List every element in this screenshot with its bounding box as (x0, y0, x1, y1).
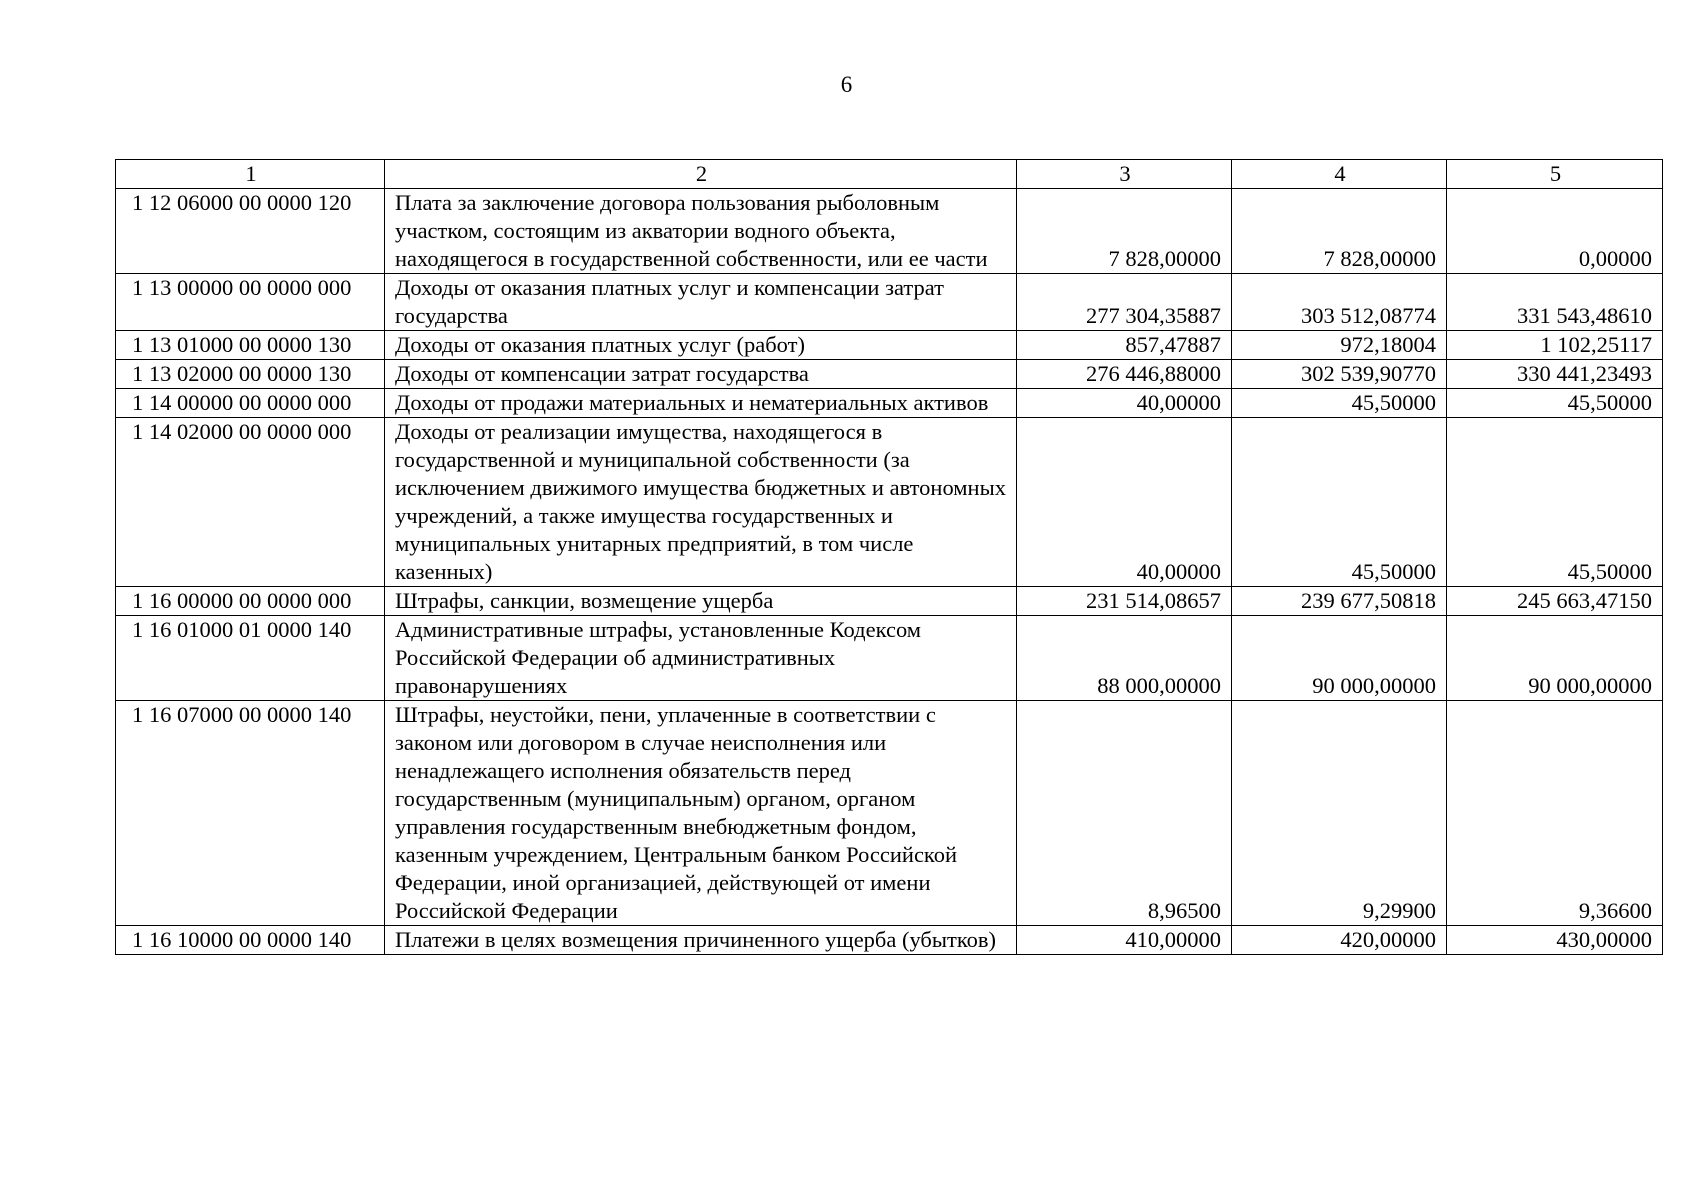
revenue-name-cell: Доходы от продажи материальных и нематериальных активов (385, 389, 1017, 418)
column-header-4: 4 (1232, 160, 1447, 189)
value-col4-cell: 45,50000 (1232, 418, 1447, 587)
budget-code-cell: 1 16 07000 00 0000 140 (116, 701, 385, 926)
table-header-row (116, 160, 1663, 189)
table-row (116, 616, 1663, 701)
value-col3-cell: 857,47887 (1017, 331, 1232, 360)
revenue-name-cell: Доходы от реализации имущества, находящегося в государственной и муниципальной собственности (за исключением движимого имущества бюджетных и автономных учреждений, а также имущества государственных и муниципальных унитарных предприятий, в том числе казенных) (385, 418, 1017, 587)
budget-revenue-table (115, 159, 1663, 955)
value-col5-cell: 45,50000 (1447, 418, 1663, 587)
value-col5-cell: 430,00000 (1447, 926, 1663, 955)
column-header-1: 1 (116, 160, 385, 189)
value-col4-cell: 420,00000 (1232, 926, 1447, 955)
page-number: 6 (840, 72, 853, 97)
table-row (116, 701, 1663, 926)
budget-code-cell: 1 14 00000 00 0000 000 (116, 389, 385, 418)
value-col4-cell: 7 828,00000 (1232, 189, 1447, 274)
value-col4-cell: 302 539,90770 (1232, 360, 1447, 389)
revenue-name-cell: Плата за заключение договора пользования рыболовным участком, состоящим из акватории водного объекта, находящегося в государственной собственности, или ее части (385, 189, 1017, 274)
value-col5-cell: 245 663,47150 (1447, 587, 1663, 616)
column-header-3: 3 (1017, 160, 1232, 189)
value-col3-cell: 231 514,08657 (1017, 587, 1232, 616)
table-row (116, 389, 1663, 418)
budget-code-cell: 1 12 06000 00 0000 120 (116, 189, 385, 274)
value-col5-cell: 331 543,48610 (1447, 274, 1663, 331)
table-row (116, 418, 1663, 587)
value-col4-cell: 303 512,08774 (1232, 274, 1447, 331)
revenue-name-cell: Доходы от компенсации затрат государства (385, 360, 1017, 389)
budget-code-cell: 1 16 01000 01 0000 140 (116, 616, 385, 701)
revenue-name-cell: Штрафы, санкции, возмещение ущерба (385, 587, 1017, 616)
table-row (116, 587, 1663, 616)
value-col3-cell: 277 304,35887 (1017, 274, 1232, 331)
revenue-name-cell: Платежи в целях возмещения причиненного ущерба (убытков) (385, 926, 1017, 955)
value-col3-cell: 276 446,88000 (1017, 360, 1232, 389)
value-col3-cell: 40,00000 (1017, 389, 1232, 418)
budget-code-cell: 1 13 02000 00 0000 130 (116, 360, 385, 389)
table-row (116, 274, 1663, 331)
value-col5-cell: 1 102,25117 (1447, 331, 1663, 360)
revenue-name-cell: Доходы от оказания платных услуг и компенсации затрат государства (385, 274, 1017, 331)
value-col5-cell: 9,36600 (1447, 701, 1663, 926)
value-col5-cell: 0,00000 (1447, 189, 1663, 274)
value-col4-cell: 239 677,50818 (1232, 587, 1447, 616)
value-col3-cell: 410,00000 (1017, 926, 1232, 955)
value-col3-cell: 7 828,00000 (1017, 189, 1232, 274)
budget-code-cell: 1 14 02000 00 0000 000 (116, 418, 385, 587)
value-col3-cell: 8,96500 (1017, 701, 1232, 926)
table-row (116, 926, 1663, 955)
revenue-name-cell: Штрафы, неустойки, пени, уплаченные в соответствии с законом или договором в случае неисполнения или ненадлежащего исполнения обязательств перед государственным (муниципальным) органом, органом управления государственным внебюджетным фондом, казенным учреждением, Центральным банком Российской Федерации, иной организацией, действующей от имени Российской Федерации (385, 701, 1017, 926)
budget-code-cell: 1 16 10000 00 0000 140 (116, 926, 385, 955)
value-col3-cell: 40,00000 (1017, 418, 1232, 587)
table-row (116, 189, 1663, 274)
table-row (116, 331, 1663, 360)
revenue-name-cell: Административные штрафы, установленные Кодексом Российской Федерации об административных правонарушениях (385, 616, 1017, 701)
budget-code-cell: 1 16 00000 00 0000 000 (116, 587, 385, 616)
value-col5-cell: 90 000,00000 (1447, 616, 1663, 701)
value-col4-cell: 45,50000 (1232, 389, 1447, 418)
value-col5-cell: 330 441,23493 (1447, 360, 1663, 389)
value-col4-cell: 972,18004 (1232, 331, 1447, 360)
table-row (116, 360, 1663, 389)
value-col4-cell: 9,29900 (1232, 701, 1447, 926)
revenue-name-cell: Доходы от оказания платных услуг (работ) (385, 331, 1017, 360)
column-header-2: 2 (385, 160, 1017, 189)
value-col4-cell: 90 000,00000 (1232, 616, 1447, 701)
budget-code-cell: 1 13 00000 00 0000 000 (116, 274, 385, 331)
value-col5-cell: 45,50000 (1447, 389, 1663, 418)
budget-code-cell: 1 13 01000 00 0000 130 (116, 331, 385, 360)
value-col3-cell: 88 000,00000 (1017, 616, 1232, 701)
column-header-5: 5 (1447, 160, 1663, 189)
